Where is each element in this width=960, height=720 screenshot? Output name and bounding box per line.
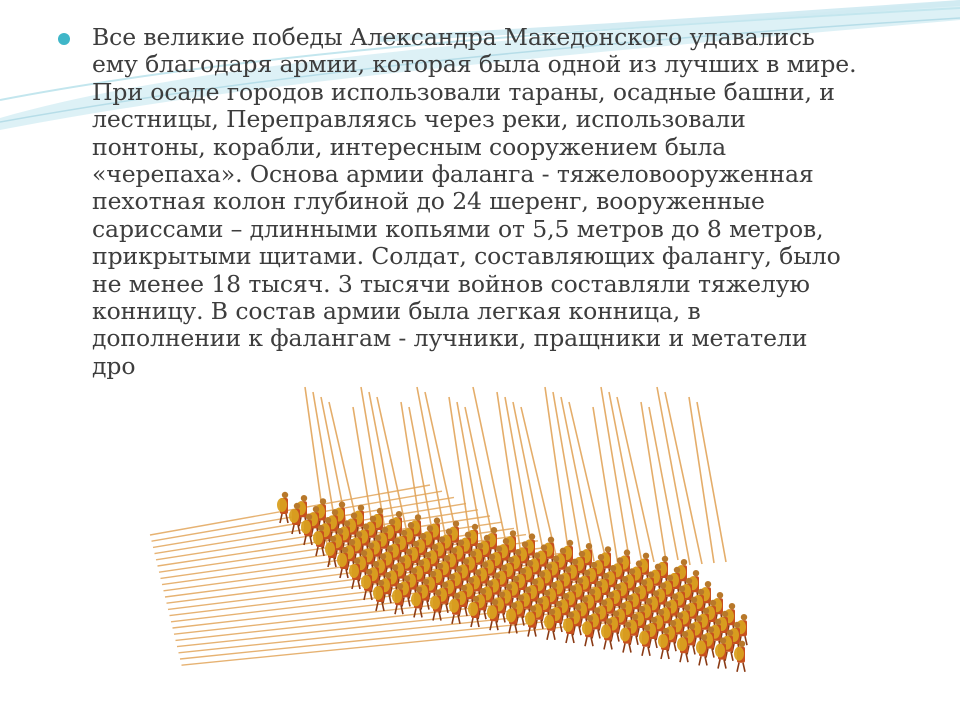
paragraph-line: сариссами – длинными копьями от 5,5 метров до 8 метров, bbox=[92, 214, 824, 243]
paragraph-line: пехотная колон глубиной до 24 шеренг, вооруженные bbox=[92, 187, 765, 216]
paragraph-line: прикрытыми щитами. Солдат, составляющих фалангу, было bbox=[92, 242, 841, 271]
slide-paragraph bbox=[92, 24, 922, 380]
paragraph-line: лестницы, Переправляясь через реки, использовали bbox=[92, 105, 746, 134]
paragraph-line: дополнении к фалангам - лучники, пращники и метатели bbox=[92, 324, 808, 353]
paragraph-line: конницу. В состав армии была легкая конница, в bbox=[92, 297, 701, 326]
paragraph-line: «черепаха». Основа армии фаланга - тяжеловооруженная bbox=[92, 160, 814, 189]
paragraph-line: ему благодаря армии, которая была одной из лучших в мире. bbox=[92, 50, 857, 79]
bullet-point bbox=[58, 33, 70, 45]
macedonian-phalanx-illustration bbox=[130, 375, 770, 675]
paragraph-line: не менее 18 тысяч. 3 тысячи войнов составляли тяжелую bbox=[92, 269, 810, 298]
paragraph-line: Все великие победы Александра Македонского удавались bbox=[92, 23, 815, 51]
paragraph-line: При осаде городов использовали тараны, осадные башни, и bbox=[92, 77, 835, 106]
paragraph-line: понтоны, корабли, интересным сооружением была bbox=[92, 132, 727, 161]
paragraph-line: дро bbox=[92, 351, 136, 380]
